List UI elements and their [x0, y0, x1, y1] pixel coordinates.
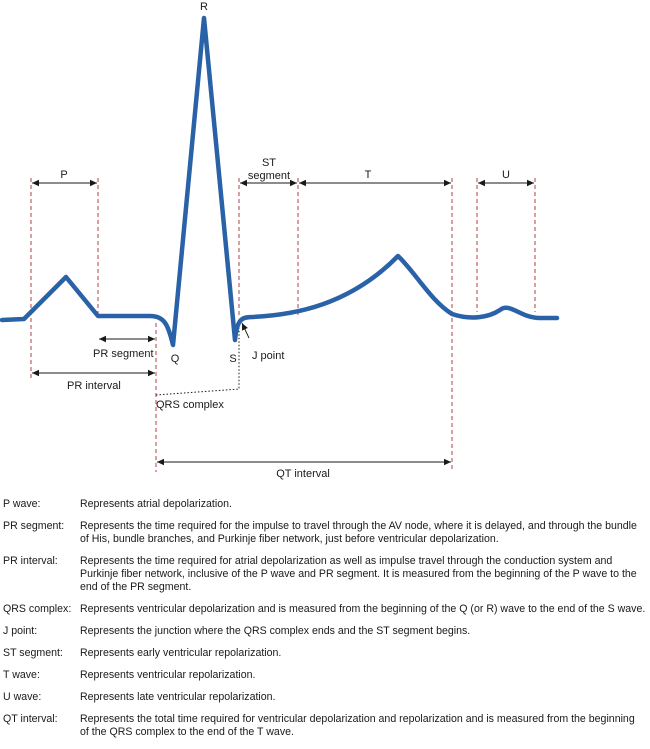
legend-term: QRS complex: [3, 603, 72, 615]
u-wave-label: U [502, 169, 510, 181]
j-point-label: J point [252, 350, 285, 362]
legend-term: T wave: [3, 669, 40, 681]
legend-description: Represents the junction where the QRS complex ends and the ST segment begins. [80, 625, 471, 637]
j-point-pointer [242, 323, 249, 338]
legend-term: P wave: [3, 498, 41, 510]
legend-description: Represents early ventricular repolarization. [80, 647, 282, 659]
t-wave-label: T [364, 169, 372, 181]
legend-description: Represents atrial depolarization. [80, 498, 232, 510]
st-segment-label-line1: ST [261, 157, 277, 169]
legend-description: Represents the total time required for ventricular depolarization and repolarization and is measured from the beginning of the QRS complex to the end of the T wave. [80, 713, 635, 738]
legend-description: Represents the time required for the impulse to travel through the AV node, where it is delayed, and through the bundle of His, bundle branches, and Purkinje fiber network, just before ventricular depolarization. [80, 520, 637, 545]
p-wave-label: P [60, 169, 68, 181]
pr-segment-label: PR segment [93, 348, 154, 360]
qt-interval-label: QT interval [276, 468, 330, 480]
qrs-complex-label: QRS complex [156, 399, 224, 411]
legend-term: J point: [3, 625, 38, 637]
legend-term: PR interval: [3, 555, 58, 567]
legend-term: QT interval: [3, 713, 58, 725]
legend-term: ST segment: [3, 647, 63, 659]
q-wave-label: Q [170, 353, 180, 365]
s-wave-label: S [229, 353, 237, 365]
st-segment-label-line2: segment [247, 170, 291, 182]
legend-description: Represents late ventricular repolarization. [80, 691, 276, 703]
legend-description: Represents ventricular depolarization and is measured from the beginning of the Q (or R) wave to the end of the S wave. [80, 603, 646, 615]
legend-description: Represents ventricular repolarization. [80, 669, 256, 681]
r-wave-label: R [200, 1, 208, 13]
legend-term: U wave: [3, 691, 42, 703]
legend-term: PR segment: [3, 520, 65, 532]
pr-interval-label: PR interval [67, 380, 121, 392]
legend-description: Represents the time required for atrial depolarization as well as impulse travel through the conduction system and Purkinje fiber network, inclusive of the P wave and PR segment. It is measured from the beginning of the P wave to the end of the PR segment. [80, 555, 637, 593]
